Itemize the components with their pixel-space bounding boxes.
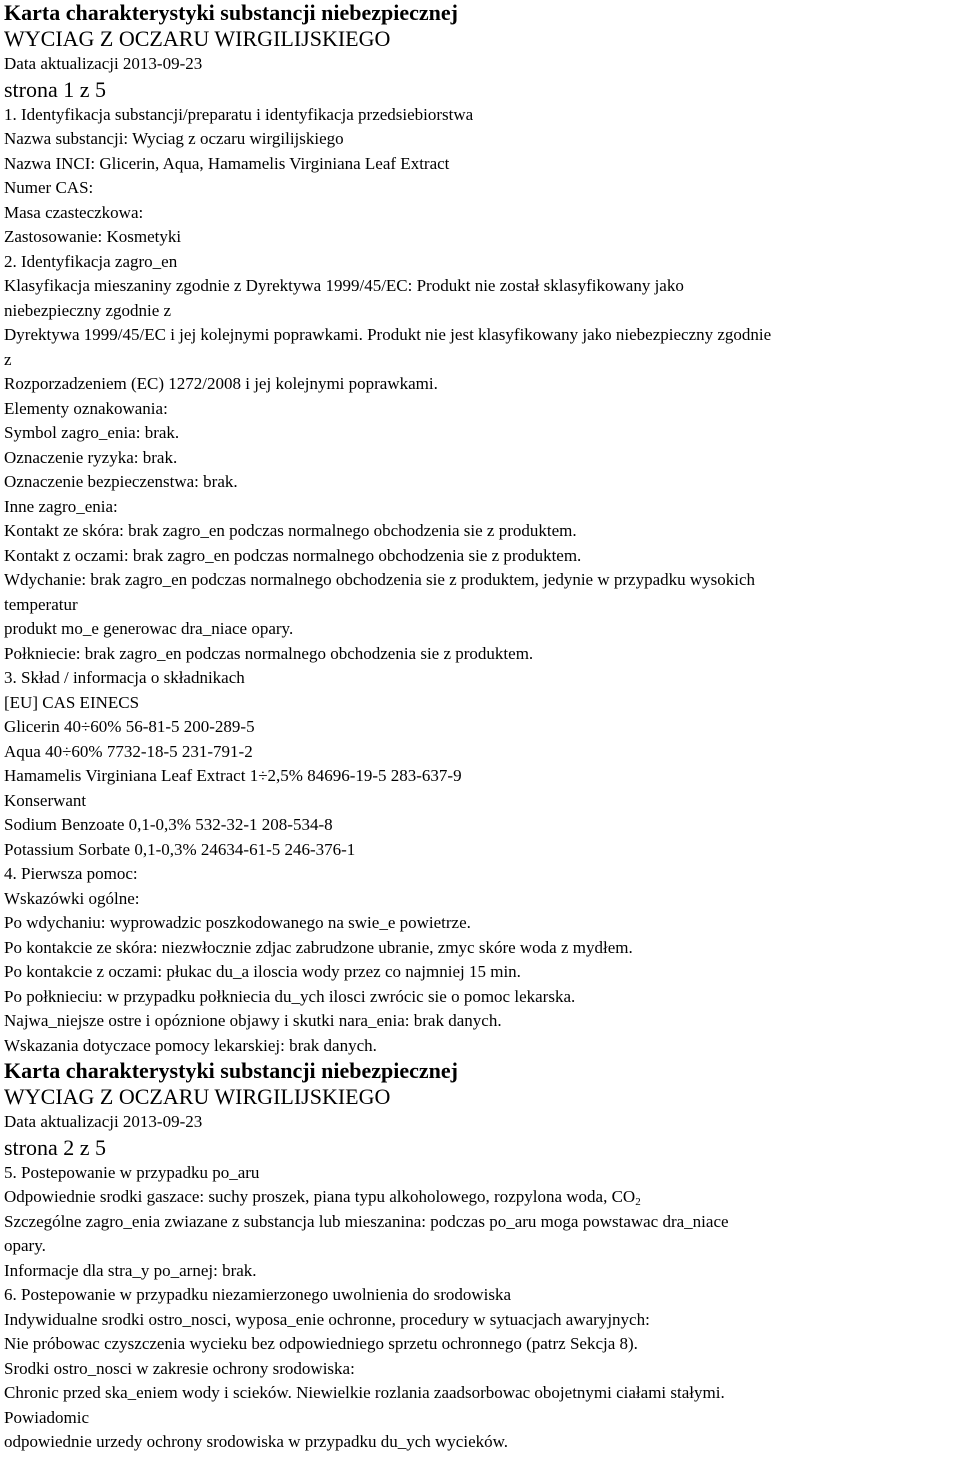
text-line bbox=[4, 397, 958, 422]
text-line-content: z bbox=[4, 349, 12, 369]
text-line-content: produkt mo_e generowac dra_niace opary. bbox=[4, 619, 294, 638]
text-line-content: Nazwa INCI: Glicerin, Aqua, Hamamelis Virginiana Leaf Extract bbox=[4, 153, 450, 173]
text-line bbox=[4, 1234, 958, 1259]
text-line-content: WYCIAG Z OCZARU WIRGILIJSKIEGO bbox=[4, 26, 391, 51]
text-line-content: Nie próbowac czyszczenia wycieku bez odpowiedniego sprzetu ochronnego (patrz Sekcja 8). bbox=[4, 1334, 638, 1353]
text-line-content: Kontakt z oczami: brak zagro_en podczas normalnego obchodzenia sie z produktem. bbox=[4, 545, 582, 565]
text-line bbox=[4, 274, 958, 299]
text-line-content: Po połknieciu: w przypadku połkniecia du_ych ilosci zwrócic sie o pomoc lekarska. bbox=[4, 986, 576, 1006]
text-line-content: Odpowiednie srodki gaszace: suchy proszek, piana typu alkoholowego, rozpylona woda, CO bbox=[4, 1187, 636, 1206]
text-line-content: Najwa_niejsze ostre i opóznione objawy i skutki nara_enia: brak danych. bbox=[4, 1011, 502, 1030]
text-line-content: [EU] CAS EINECS bbox=[4, 692, 140, 712]
text-line-content: Potassium Sorbate 0,1-0,3% 24634-61-5 246-376-1 bbox=[4, 839, 356, 859]
text-line-content: Połkniecie: brak zagro_en podczas normalnego obchodzenia sie z produktem. bbox=[4, 643, 534, 663]
document-title bbox=[4, 1058, 958, 1084]
text-line-content: strona 1 z 5 bbox=[4, 76, 107, 102]
text-line bbox=[4, 789, 958, 814]
text-line-content: Powiadomic bbox=[4, 1407, 89, 1427]
text-line-content: strona 2 z 5 bbox=[4, 1134, 107, 1160]
text-line-content: 3. Skład / informacja o składnikach bbox=[4, 668, 245, 687]
text-line bbox=[4, 1308, 958, 1333]
document-heading bbox=[4, 1135, 958, 1161]
text-line bbox=[4, 593, 958, 618]
text-line bbox=[4, 764, 958, 789]
text-line-content: Karta charakterystyki substancji niebezpiecznej bbox=[4, 0, 458, 25]
text-line bbox=[4, 740, 958, 765]
text-line-content: Numer CAS: bbox=[4, 178, 94, 197]
text-line-content: Data aktualizacji 2013-09-23 bbox=[4, 1112, 203, 1131]
text-line-content: Srodki ostro_nosci w zakresie ochrony srodowiska: bbox=[4, 1358, 355, 1378]
text-line-content: Data aktualizacji 2013-09-23 bbox=[4, 54, 203, 73]
text-line-content: Szczególne zagro_enia zwiazane z substancja lub mieszanina: podczas po_aru moga powstawac dra_niace bbox=[4, 1211, 729, 1231]
text-line-content: WYCIAG Z OCZARU WIRGILIJSKIEGO bbox=[4, 1084, 391, 1109]
text-line bbox=[4, 1283, 958, 1308]
text-line-content: Dyrektywa 1999/45/EC i jej kolejnymi poprawkami. Produkt nie jest klasyfikowany jako niebezpieczny zgodnie bbox=[4, 325, 772, 344]
text-line bbox=[4, 372, 958, 397]
text-line bbox=[4, 323, 958, 348]
text-line bbox=[4, 1381, 958, 1406]
text-line-content: 2. Identyfikacja zagro_en bbox=[4, 251, 178, 271]
text-line-content: Po kontakcie z oczami: płukac du_a iloscia wody przez co najmniej 15 min. bbox=[4, 962, 521, 981]
text-line-content: Sodium Benzoate 0,1-0,3% 532-32-1 208-534-8 bbox=[4, 815, 333, 834]
text-line-content: Indywidualne srodki ostro_nosci, wyposa_enie ochronne, procedury w sytuacjach awaryjnych: bbox=[4, 1309, 650, 1329]
text-line-content: odpowiednie urzedy ochrony srodowiska w przypadku du_ych wycieków. bbox=[4, 1432, 509, 1451]
text-line-content: Po wdychaniu: wyprowadzic poszkodowanego na swie_e powietrze. bbox=[4, 913, 471, 932]
text-line-content: niebezpieczny zgodnie z bbox=[4, 300, 172, 320]
document-body bbox=[4, 0, 958, 1455]
text-line bbox=[4, 642, 958, 667]
text-line bbox=[4, 1259, 958, 1284]
text-line-content: Aqua 40÷60% 7732-18-5 231-791-2 bbox=[4, 741, 253, 761]
text-line-content: Karta charakterystyki substancji niebezpiecznej bbox=[4, 1058, 458, 1083]
text-line bbox=[4, 862, 958, 887]
text-line bbox=[4, 299, 958, 324]
text-line-content: Masa czasteczkowa: bbox=[4, 202, 144, 222]
text-line bbox=[4, 225, 958, 250]
text-line-content: Po kontakcie ze skóra: niezwłocznie zdjac zabrudzone ubranie, zmyc skóre woda z mydłem. bbox=[4, 937, 633, 957]
text-line bbox=[4, 617, 958, 642]
document-heading bbox=[4, 26, 958, 52]
text-line-content: Oznaczenie bezpieczenstwa: brak. bbox=[4, 472, 238, 491]
text-line bbox=[4, 1406, 958, 1431]
text-line-content: Nazwa substancji: Wyciag z oczaru wirgilijskiego bbox=[4, 129, 344, 148]
text-line bbox=[4, 519, 958, 544]
text-line bbox=[4, 52, 958, 77]
text-line bbox=[4, 936, 958, 961]
text-line bbox=[4, 470, 958, 495]
text-line bbox=[4, 691, 958, 716]
text-line-content: 4. Pierwsza pomoc: bbox=[4, 864, 138, 883]
text-line bbox=[4, 1357, 958, 1382]
document-heading bbox=[4, 77, 958, 103]
text-line bbox=[4, 838, 958, 863]
text-line-content: Zastosowanie: Kosmetyki bbox=[4, 227, 182, 246]
text-line-content: Wdychanie: brak zagro_en podczas normalnego obchodzenia sie z produktem, jedynie w przypadku wysokich bbox=[4, 570, 756, 589]
text-line bbox=[4, 176, 958, 201]
text-line-content: 1. Identyfikacja substancji/preparatu i identyfikacja przedsiebiorstwa bbox=[4, 104, 474, 124]
text-line-content: Rozporzadzeniem (EC) 1272/2008 i jej kolejnymi poprawkami. bbox=[4, 374, 438, 393]
text-line bbox=[4, 666, 958, 691]
text-line bbox=[4, 421, 958, 446]
text-line-content: Glicerin 40÷60% 56-81-5 200-289-5 bbox=[4, 717, 255, 736]
text-line bbox=[4, 813, 958, 838]
text-line-content: Klasyfikacja mieszaniny zgodnie z Dyrektywa 1999/45/EC: Produkt nie został sklasyfikowany jako bbox=[4, 276, 684, 295]
document-heading bbox=[4, 1084, 958, 1110]
text-line-content: Oznaczenie ryzyka: brak. bbox=[4, 447, 178, 467]
text-line bbox=[4, 152, 958, 177]
text-line-content: Inne zagro_enia: bbox=[4, 496, 118, 516]
text-line-content: 5. Postepowanie w przypadku po_aru bbox=[4, 1162, 260, 1182]
text-line bbox=[4, 250, 958, 275]
text-line bbox=[4, 1210, 958, 1235]
text-line-content: Wskazania dotyczace pomocy lekarskiej: brak danych. bbox=[4, 1035, 377, 1055]
text-line bbox=[4, 1332, 958, 1357]
text-line bbox=[4, 544, 958, 569]
text-line bbox=[4, 446, 958, 471]
text-line bbox=[4, 887, 958, 912]
text-line bbox=[4, 495, 958, 520]
text-line bbox=[4, 103, 958, 128]
text-line bbox=[4, 568, 958, 593]
text-line bbox=[4, 127, 958, 152]
text-line bbox=[4, 911, 958, 936]
text-line bbox=[4, 1185, 958, 1210]
text-line-content: opary. bbox=[4, 1236, 46, 1255]
text-line-content: Wskazówki ogólne: bbox=[4, 888, 140, 908]
document-title bbox=[4, 0, 958, 26]
text-line bbox=[4, 1110, 958, 1135]
text-line-content: Konserwant bbox=[4, 790, 87, 810]
text-line-content: Hamamelis Virginiana Leaf Extract 1÷2,5% 84696-19-5 283-637-9 bbox=[4, 766, 462, 785]
text-line-content: Informacje dla stra_y po_arnej: brak. bbox=[4, 1260, 257, 1280]
text-line bbox=[4, 1161, 958, 1186]
text-line bbox=[4, 1430, 958, 1455]
text-line-content: Chronic przed ska_eniem wody i scieków. Niewielkie rozlania zaadsorbowac obojetnymi ciałami stałymi. bbox=[4, 1383, 725, 1402]
text-line-content: Kontakt ze skóra: brak zagro_en podczas normalnego obchodzenia sie z produktem. bbox=[4, 521, 577, 540]
text-line bbox=[4, 1034, 958, 1059]
text-line bbox=[4, 1009, 958, 1034]
text-line-content: temperatur bbox=[4, 594, 78, 614]
text-line-content: Symbol zagro_enia: brak. bbox=[4, 423, 180, 442]
subscript: 2 bbox=[635, 1196, 641, 1208]
text-line-content: Elementy oznakowania: bbox=[4, 398, 168, 418]
text-line bbox=[4, 348, 958, 373]
text-line bbox=[4, 201, 958, 226]
text-line bbox=[4, 960, 958, 985]
text-line bbox=[4, 715, 958, 740]
text-line bbox=[4, 985, 958, 1010]
text-line-content: 6. Postepowanie w przypadku niezamierzonego uwolnienia do srodowiska bbox=[4, 1285, 512, 1304]
